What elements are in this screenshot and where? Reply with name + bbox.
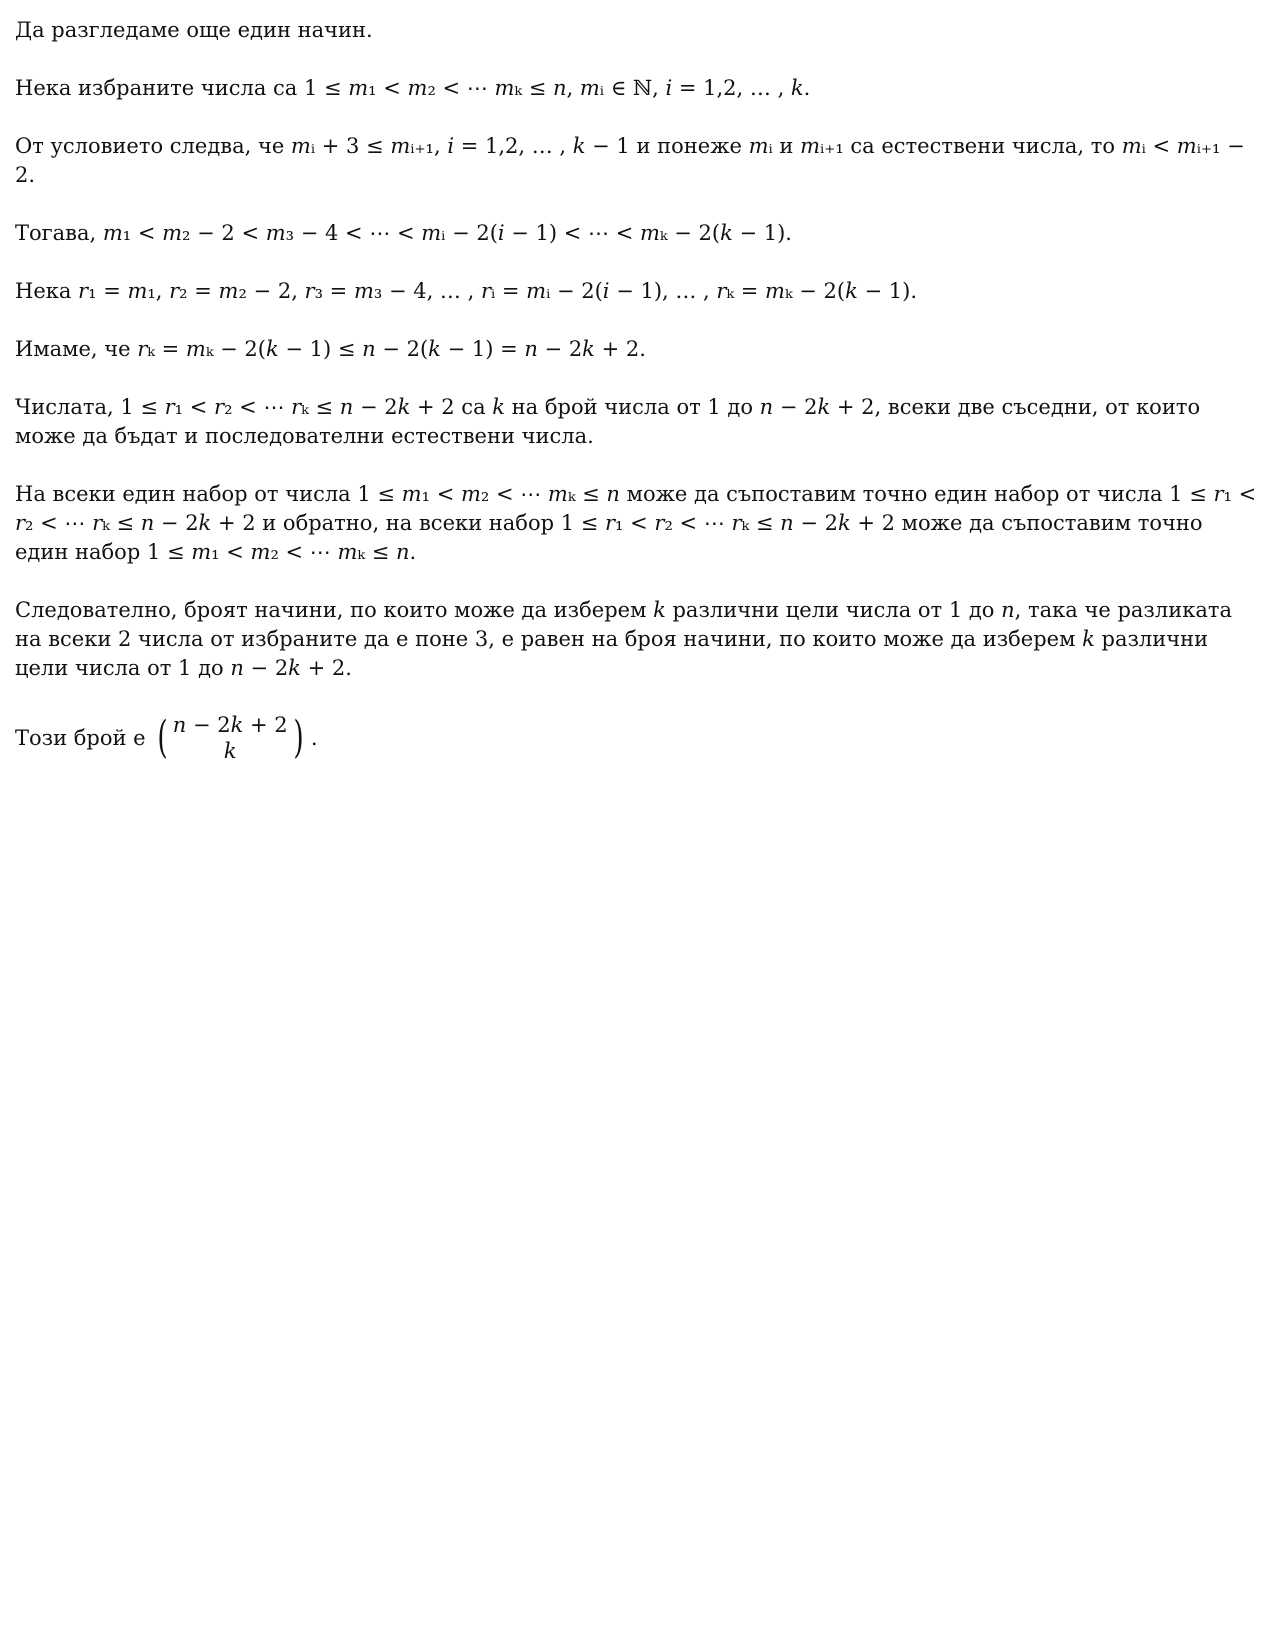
binomial-close-paren: ) — [293, 712, 304, 763]
final-result-prefix: Този брой е — [15, 725, 146, 750]
paragraph-rk-bound: Имаме, че 𝑟ₖ = 𝑚ₖ − 2(𝑘 − 1) ≤ 𝑛 − 2(𝑘 − 1) = 𝑛 − 2𝑘 + 2. — [15, 337, 646, 361]
paragraph-selection: Нека избраните числа са 1 ≤ 𝑚₁ < 𝑚₂ < ⋯ 𝑚ₖ ≤ 𝑛, 𝑚ᵢ ∈ ℕ, 𝑖 = 1,2, … , 𝑘. — [15, 76, 811, 100]
document-page — [15, 16, 1260, 764]
paragraph-condition: От условието следва, че 𝑚ᵢ + 3 ≤ 𝑚ᵢ₊₁, 𝑖 = 1,2, … , 𝑘 − 1 и понеже 𝑚ᵢ и 𝑚ᵢ₊₁ са естествени числа, то 𝑚ᵢ < 𝑚ᵢ₊₁ − 2. — [15, 134, 1245, 187]
binomial-open-paren: ( — [157, 712, 168, 763]
final-result-suffix: . — [310, 725, 318, 750]
paragraph-definition-r: Нека 𝑟₁ = 𝑚₁, 𝑟₂ = 𝑚₂ − 2, 𝑟₃ = 𝑚₃ − 4, … , 𝑟ᵢ = 𝑚ᵢ − 2(𝑖 − 1), … , 𝑟ₖ = 𝑚ₖ − 2(𝑘 − 1). — [15, 279, 918, 303]
paragraph-intro: Да разгледаме още един начин. — [15, 18, 373, 42]
binomial-stack — [171, 712, 290, 764]
binomial-coefficient — [154, 712, 307, 764]
final-result — [15, 712, 1260, 764]
paragraph-inequality-chain: Тогава, 𝑚₁ < 𝑚₂ − 2 < 𝑚₃ − 4 < ⋯ < 𝑚ᵢ − 2(𝑖 − 1) < ⋯ < 𝑚ₖ − 2(𝑘 − 1). — [15, 221, 792, 245]
binomial-bottom: 𝑘 — [223, 739, 237, 763]
paragraph-bijection: На всеки един набор от числа 1 ≤ 𝑚₁ < 𝑚₂ < ⋯ 𝑚ₖ ≤ 𝑛 може да съпоставим точно един набор от числа 1 ≤ 𝑟₁ < 𝑟₂ < ⋯ 𝑟ₖ ≤ 𝑛 − 2𝑘 + 2 и обратно, на всеки набор 1 ≤ 𝑟₁ < 𝑟₂ < ⋯ 𝑟ₖ ≤ 𝑛 − 2𝑘 + 2 може да съпоставим точно един набор 1 ≤ 𝑚₁ < 𝑚₂ < ⋯ 𝑚ₖ ≤ 𝑛. — [15, 482, 1257, 564]
paragraph-conclusion: Следователно, броят начини, по които може да изберем 𝑘 различни цели числа от 1 до 𝑛, така че разликата на всеки 2 числа от избраните да е поне 3, е равен на броя начини, по които може да изберем 𝑘 различни цели числа от 1 до 𝑛 − 2𝑘 + 2. — [15, 598, 1232, 680]
paragraph-r-properties: Числата, 1 ≤ 𝑟₁ < 𝑟₂ < ⋯ 𝑟ₖ ≤ 𝑛 − 2𝑘 + 2 са 𝑘 на брой числа от 1 до 𝑛 − 2𝑘 + 2, всеки две съседни, от които може да бъдат и последователни естествени числа. — [15, 395, 1201, 448]
binomial-top: 𝑛 − 2𝑘 + 2 — [172, 713, 288, 737]
